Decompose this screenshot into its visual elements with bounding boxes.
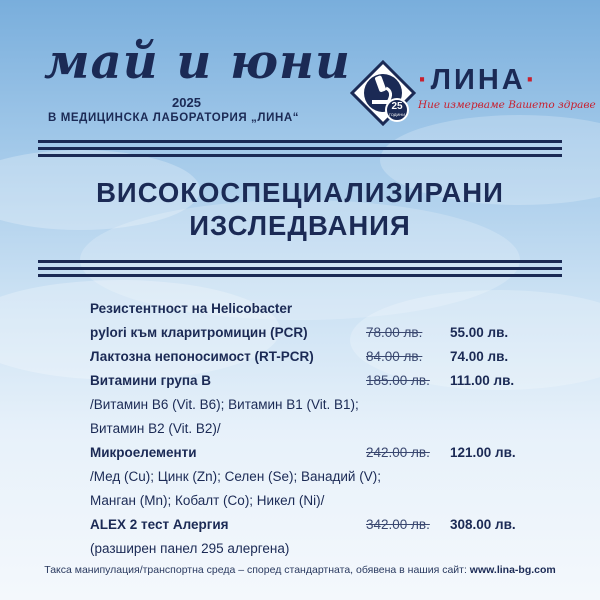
old-price: 78.00 лв. [366,325,423,340]
old-price: 84.00 лв. [366,349,423,364]
divider-bottom [38,260,562,281]
item-detail: Манган (Mn); Кобалт (Co); Никел (Ni)/ [90,493,325,508]
lab-subtitle: В МЕДИЦИНСКА ЛАБОРАТОРИЯ „ЛИНА“ [48,112,300,124]
anniversary-badge-sub: ГОДИНИ [388,112,406,117]
logo-slogan: Ние измерваме Вашето здраве [418,99,596,111]
new-price: 55.00 лв. [450,325,509,340]
item-detail: /Витамин В6 (Vit. B6); Витамин В1 (Vit. B1); [90,397,359,412]
item-detail: /Мед (Cu); Цинк (Zn); Селен (Se); Ванадий (V); [90,469,381,484]
anniversary-badge: 25 [391,101,403,112]
footer-text: Такса манипулация/транспортна среда – според стандартната, обявена в нашия сайт: [44,564,470,576]
logo-wordmark [418,64,538,97]
item-name: ALEX 2 тест Алергия [90,517,229,532]
item-detail: (разширен панел 295 алергена) [90,541,290,556]
logo-dot-right: · [525,64,539,96]
new-price: 308.00 лв. [450,517,516,532]
section-heading-line2: ИЗСЛЕДВАНИЯ [189,210,411,241]
old-price: 242.00 лв. [366,445,430,460]
divider-top [38,140,562,161]
new-price: 121.00 лв. [450,445,516,460]
old-price: 342.00 лв. [366,517,430,532]
new-price: 74.00 лв. [450,349,509,364]
logo-dot-left: · [418,64,431,96]
item-name: Витамини група В [90,373,212,388]
website-link[interactable]: www.lina-bg.com [469,564,556,576]
logo-name: ЛИНА [430,64,526,96]
item-detail: Витамин В2 (Vit. B2)/ [90,421,221,436]
item-name: Резистентност на Helicobacter [90,301,293,316]
item-name: Лактозна непоносимост (RT-PCR) [90,349,314,364]
page-title: май и юни [44,34,351,90]
section-heading-line1: ВИСОКОСПЕЦИАЛИЗИРАНИ [96,177,504,208]
old-price: 185.00 лв. [366,373,430,388]
footer-note [0,564,600,576]
new-price: 111.00 лв. [450,373,515,388]
item-name: Микроелементи [90,445,197,460]
year-label: 2025 [172,95,201,110]
item-name-cont: pylori към кларитромицин (PCR) [90,325,308,340]
